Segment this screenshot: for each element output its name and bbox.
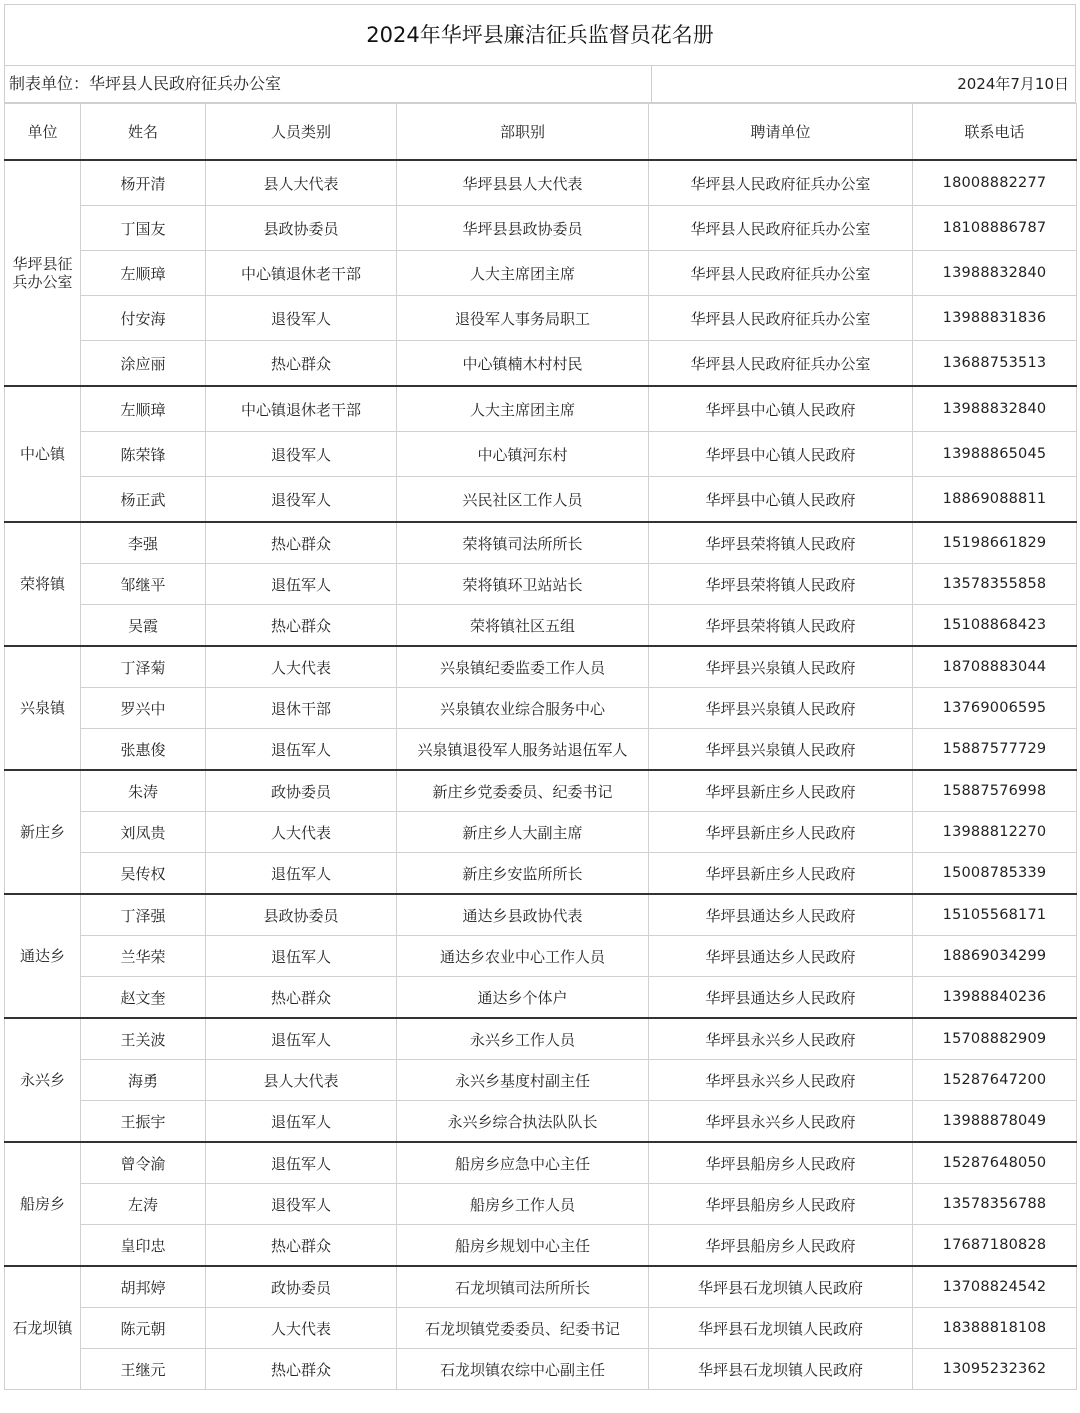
employer-cell: 华坪县船房乡人民政府 <box>649 1142 913 1184</box>
unit-cell: 新庄乡 <box>5 770 81 894</box>
roster-body <box>5 160 1077 1390</box>
position-cell: 船房乡规划中心主任 <box>397 1225 649 1267</box>
employer-cell: 华坪县新庄乡人民政府 <box>649 853 913 895</box>
category-cell: 热心群众 <box>206 977 397 1019</box>
header-position: 部职别 <box>397 104 649 161</box>
employer-cell: 华坪县中心镇人民政府 <box>649 432 913 477</box>
employer-cell: 华坪县通达乡人民政府 <box>649 894 913 936</box>
table-row <box>5 936 1077 977</box>
name-cell: 曾令渝 <box>81 1142 206 1184</box>
table-row <box>5 1225 1077 1267</box>
unit-cell: 兴泉镇 <box>5 646 81 770</box>
phone-cell: 18869034299 <box>913 936 1077 977</box>
table-row <box>5 977 1077 1019</box>
phone-cell: 13988865045 <box>913 432 1077 477</box>
employer-cell: 华坪县永兴乡人民政府 <box>649 1060 913 1101</box>
roster-sheet <box>4 4 1076 1390</box>
table-row <box>5 1101 1077 1143</box>
table-row <box>5 729 1077 771</box>
phone-cell: 13988832840 <box>913 251 1077 296</box>
phone-cell: 18388818108 <box>913 1308 1077 1349</box>
category-cell: 退伍军人 <box>206 936 397 977</box>
category-cell: 县人大代表 <box>206 1060 397 1101</box>
category-cell: 退休干部 <box>206 688 397 729</box>
employer-cell: 华坪县中心镇人民政府 <box>649 386 913 432</box>
name-cell: 吴传权 <box>81 853 206 895</box>
position-cell: 船房乡应急中心主任 <box>397 1142 649 1184</box>
name-cell: 张惠俊 <box>81 729 206 771</box>
header-unit: 单位 <box>5 104 81 161</box>
name-cell: 左顺璋 <box>81 251 206 296</box>
position-cell: 石龙坝镇农综中心副主任 <box>397 1349 649 1390</box>
position-cell: 兴民社区工作人员 <box>397 477 649 523</box>
table-row <box>5 564 1077 605</box>
category-cell: 退役军人 <box>206 432 397 477</box>
header-row <box>5 104 1077 161</box>
name-cell: 王关波 <box>81 1018 206 1060</box>
employer-cell: 华坪县中心镇人民政府 <box>649 477 913 523</box>
category-cell: 退伍军人 <box>206 564 397 605</box>
header-name: 姓名 <box>81 104 206 161</box>
name-cell: 吴霞 <box>81 605 206 647</box>
phone-cell: 15887576998 <box>913 770 1077 812</box>
employer-cell: 华坪县石龙坝镇人民政府 <box>649 1308 913 1349</box>
category-cell: 退役军人 <box>206 296 397 341</box>
table-row <box>5 386 1077 432</box>
table-row <box>5 296 1077 341</box>
table-row <box>5 646 1077 688</box>
position-cell: 兴泉镇退役军人服务站退伍军人 <box>397 729 649 771</box>
category-cell: 退伍军人 <box>206 1101 397 1143</box>
employer-cell: 华坪县通达乡人民政府 <box>649 977 913 1019</box>
employer-cell: 华坪县兴泉镇人民政府 <box>649 688 913 729</box>
name-cell: 皇印忠 <box>81 1225 206 1267</box>
category-cell: 退役军人 <box>206 1184 397 1225</box>
position-cell: 中心镇楠木村村民 <box>397 341 649 387</box>
position-cell: 退役军人事务局职工 <box>397 296 649 341</box>
table-row <box>5 812 1077 853</box>
phone-cell: 13095232362 <box>913 1349 1077 1390</box>
table-row <box>5 432 1077 477</box>
table-row <box>5 1060 1077 1101</box>
unit-cell: 通达乡 <box>5 894 81 1018</box>
name-cell: 左涛 <box>81 1184 206 1225</box>
employer-cell: 华坪县石龙坝镇人民政府 <box>649 1349 913 1390</box>
position-cell: 新庄乡党委委员、纪委书记 <box>397 770 649 812</box>
table-row <box>5 688 1077 729</box>
employer-cell: 华坪县永兴乡人民政府 <box>649 1018 913 1060</box>
category-cell: 人大代表 <box>206 812 397 853</box>
name-cell: 李强 <box>81 522 206 564</box>
position-cell: 新庄乡安监所所长 <box>397 853 649 895</box>
table-row <box>5 1266 1077 1308</box>
name-cell: 兰华荣 <box>81 936 206 977</box>
table-row <box>5 605 1077 647</box>
employer-cell: 华坪县荣将镇人民政府 <box>649 605 913 647</box>
position-cell: 永兴乡工作人员 <box>397 1018 649 1060</box>
name-cell: 杨开清 <box>81 160 206 206</box>
position-cell: 华坪县县人大代表 <box>397 160 649 206</box>
name-cell: 丁国友 <box>81 206 206 251</box>
position-cell: 人大主席团主席 <box>397 251 649 296</box>
employer-cell: 华坪县石龙坝镇人民政府 <box>649 1266 913 1308</box>
phone-cell: 13769006595 <box>913 688 1077 729</box>
table-row <box>5 1308 1077 1349</box>
phone-cell: 13988812270 <box>913 812 1077 853</box>
position-cell: 兴泉镇农业综合服务中心 <box>397 688 649 729</box>
table-row <box>5 1142 1077 1184</box>
table-row <box>5 251 1077 296</box>
phone-cell: 15105568171 <box>913 894 1077 936</box>
phone-cell: 15887577729 <box>913 729 1077 771</box>
employer-cell: 华坪县人民政府征兵办公室 <box>649 251 913 296</box>
table-row <box>5 341 1077 387</box>
position-cell: 永兴乡基度村副主任 <box>397 1060 649 1101</box>
phone-cell: 13988831836 <box>913 296 1077 341</box>
category-cell: 人大代表 <box>206 646 397 688</box>
name-cell: 陈元朝 <box>81 1308 206 1349</box>
category-cell: 热心群众 <box>206 1225 397 1267</box>
employer-cell: 华坪县新庄乡人民政府 <box>649 770 913 812</box>
phone-cell: 15708882909 <box>913 1018 1077 1060</box>
table-row <box>5 206 1077 251</box>
phone-cell: 15108868423 <box>913 605 1077 647</box>
category-cell: 政协委员 <box>206 1266 397 1308</box>
employer-cell: 华坪县兴泉镇人民政府 <box>649 646 913 688</box>
name-cell: 涂应丽 <box>81 341 206 387</box>
position-cell: 永兴乡综合执法队队长 <box>397 1101 649 1143</box>
name-cell: 朱涛 <box>81 770 206 812</box>
phone-cell: 18108886787 <box>913 206 1077 251</box>
name-cell: 王继元 <box>81 1349 206 1390</box>
position-cell: 华坪县县政协委员 <box>397 206 649 251</box>
name-cell: 胡邦婷 <box>81 1266 206 1308</box>
employer-cell: 华坪县船房乡人民政府 <box>649 1184 913 1225</box>
name-cell: 邹继平 <box>81 564 206 605</box>
table-row <box>5 770 1077 812</box>
position-cell: 荣将镇环卫站站长 <box>397 564 649 605</box>
roster-table <box>4 103 1077 1390</box>
position-cell: 通达乡农业中心工作人员 <box>397 936 649 977</box>
table-row <box>5 160 1077 206</box>
name-cell: 左顺璋 <box>81 386 206 432</box>
phone-cell: 13988832840 <box>913 386 1077 432</box>
unit-cell: 石龙坝镇 <box>5 1266 81 1390</box>
table-row <box>5 1018 1077 1060</box>
position-cell: 船房乡工作人员 <box>397 1184 649 1225</box>
employer-cell: 华坪县通达乡人民政府 <box>649 936 913 977</box>
table-row <box>5 1349 1077 1390</box>
category-cell: 热心群众 <box>206 605 397 647</box>
name-cell: 赵文奎 <box>81 977 206 1019</box>
position-cell: 荣将镇司法所所长 <box>397 522 649 564</box>
position-cell: 通达乡县政协代表 <box>397 894 649 936</box>
phone-cell: 13688753513 <box>913 341 1077 387</box>
category-cell: 热心群众 <box>206 341 397 387</box>
header-category: 人员类别 <box>206 104 397 161</box>
position-cell: 人大主席团主席 <box>397 386 649 432</box>
unit-cell: 荣将镇 <box>5 522 81 646</box>
employer-cell: 华坪县人民政府征兵办公室 <box>649 160 913 206</box>
meta-row <box>4 65 1076 103</box>
phone-cell: 13988840236 <box>913 977 1077 1019</box>
unit-cell: 船房乡 <box>5 1142 81 1266</box>
category-cell: 县政协委员 <box>206 894 397 936</box>
table-row <box>5 1184 1077 1225</box>
phone-cell: 15008785339 <box>913 853 1077 895</box>
name-cell: 陈荣锋 <box>81 432 206 477</box>
name-cell: 刘凤贵 <box>81 812 206 853</box>
name-cell: 王振宇 <box>81 1101 206 1143</box>
employer-cell: 华坪县新庄乡人民政府 <box>649 812 913 853</box>
page-title: 2024年华坪县廉洁征兵监督员花名册 <box>4 4 1076 65</box>
table-row <box>5 894 1077 936</box>
employer-cell: 华坪县人民政府征兵办公室 <box>649 206 913 251</box>
position-cell: 通达乡个体户 <box>397 977 649 1019</box>
category-cell: 退伍军人 <box>206 1018 397 1060</box>
category-cell: 退役军人 <box>206 477 397 523</box>
name-cell: 罗兴中 <box>81 688 206 729</box>
phone-cell: 15198661829 <box>913 522 1077 564</box>
category-cell: 人大代表 <box>206 1308 397 1349</box>
phone-cell: 18008882277 <box>913 160 1077 206</box>
category-cell: 退伍军人 <box>206 853 397 895</box>
category-cell: 中心镇退休老干部 <box>206 386 397 432</box>
phone-cell: 18708883044 <box>913 646 1077 688</box>
employer-cell: 华坪县船房乡人民政府 <box>649 1225 913 1267</box>
position-cell: 中心镇河东村 <box>397 432 649 477</box>
name-cell: 杨正武 <box>81 477 206 523</box>
category-cell: 政协委员 <box>206 770 397 812</box>
employer-cell: 华坪县永兴乡人民政府 <box>649 1101 913 1143</box>
unit-cell: 中心镇 <box>5 386 81 522</box>
phone-cell: 13708824542 <box>913 1266 1077 1308</box>
position-cell: 荣将镇社区五组 <box>397 605 649 647</box>
name-cell: 丁泽强 <box>81 894 206 936</box>
employer-cell: 华坪县人民政府征兵办公室 <box>649 341 913 387</box>
unit-cell: 永兴乡 <box>5 1018 81 1142</box>
table-row <box>5 853 1077 895</box>
phone-cell: 17687180828 <box>913 1225 1077 1267</box>
phone-cell: 13578356788 <box>913 1184 1077 1225</box>
name-cell: 丁泽菊 <box>81 646 206 688</box>
category-cell: 县政协委员 <box>206 206 397 251</box>
phone-cell: 15287647200 <box>913 1060 1077 1101</box>
employer-cell: 华坪县兴泉镇人民政府 <box>649 729 913 771</box>
header-phone: 联系电话 <box>913 104 1077 161</box>
category-cell: 中心镇退休老干部 <box>206 251 397 296</box>
position-cell: 石龙坝镇司法所所长 <box>397 1266 649 1308</box>
phone-cell: 13578355858 <box>913 564 1077 605</box>
unit-cell: 华坪县征兵办公室 <box>5 160 81 386</box>
header-employer: 聘请单位 <box>649 104 913 161</box>
date-label: 2024年7月10日 <box>651 66 1075 102</box>
category-cell: 热心群众 <box>206 522 397 564</box>
issuer-label: 制表单位：华坪县人民政府征兵办公室 <box>9 74 282 93</box>
position-cell: 石龙坝镇党委委员、纪委书记 <box>397 1308 649 1349</box>
table-row <box>5 522 1077 564</box>
position-cell: 兴泉镇纪委监委工作人员 <box>397 646 649 688</box>
name-cell: 付安海 <box>81 296 206 341</box>
category-cell: 退伍军人 <box>206 1142 397 1184</box>
employer-cell: 华坪县荣将镇人民政府 <box>649 564 913 605</box>
name-cell: 海勇 <box>81 1060 206 1101</box>
phone-cell: 13988878049 <box>913 1101 1077 1143</box>
category-cell: 热心群众 <box>206 1349 397 1390</box>
category-cell: 退伍军人 <box>206 729 397 771</box>
phone-cell: 18869088811 <box>913 477 1077 523</box>
employer-cell: 华坪县荣将镇人民政府 <box>649 522 913 564</box>
employer-cell: 华坪县人民政府征兵办公室 <box>649 296 913 341</box>
table-row <box>5 477 1077 523</box>
category-cell: 县人大代表 <box>206 160 397 206</box>
position-cell: 新庄乡人大副主席 <box>397 812 649 853</box>
phone-cell: 15287648050 <box>913 1142 1077 1184</box>
